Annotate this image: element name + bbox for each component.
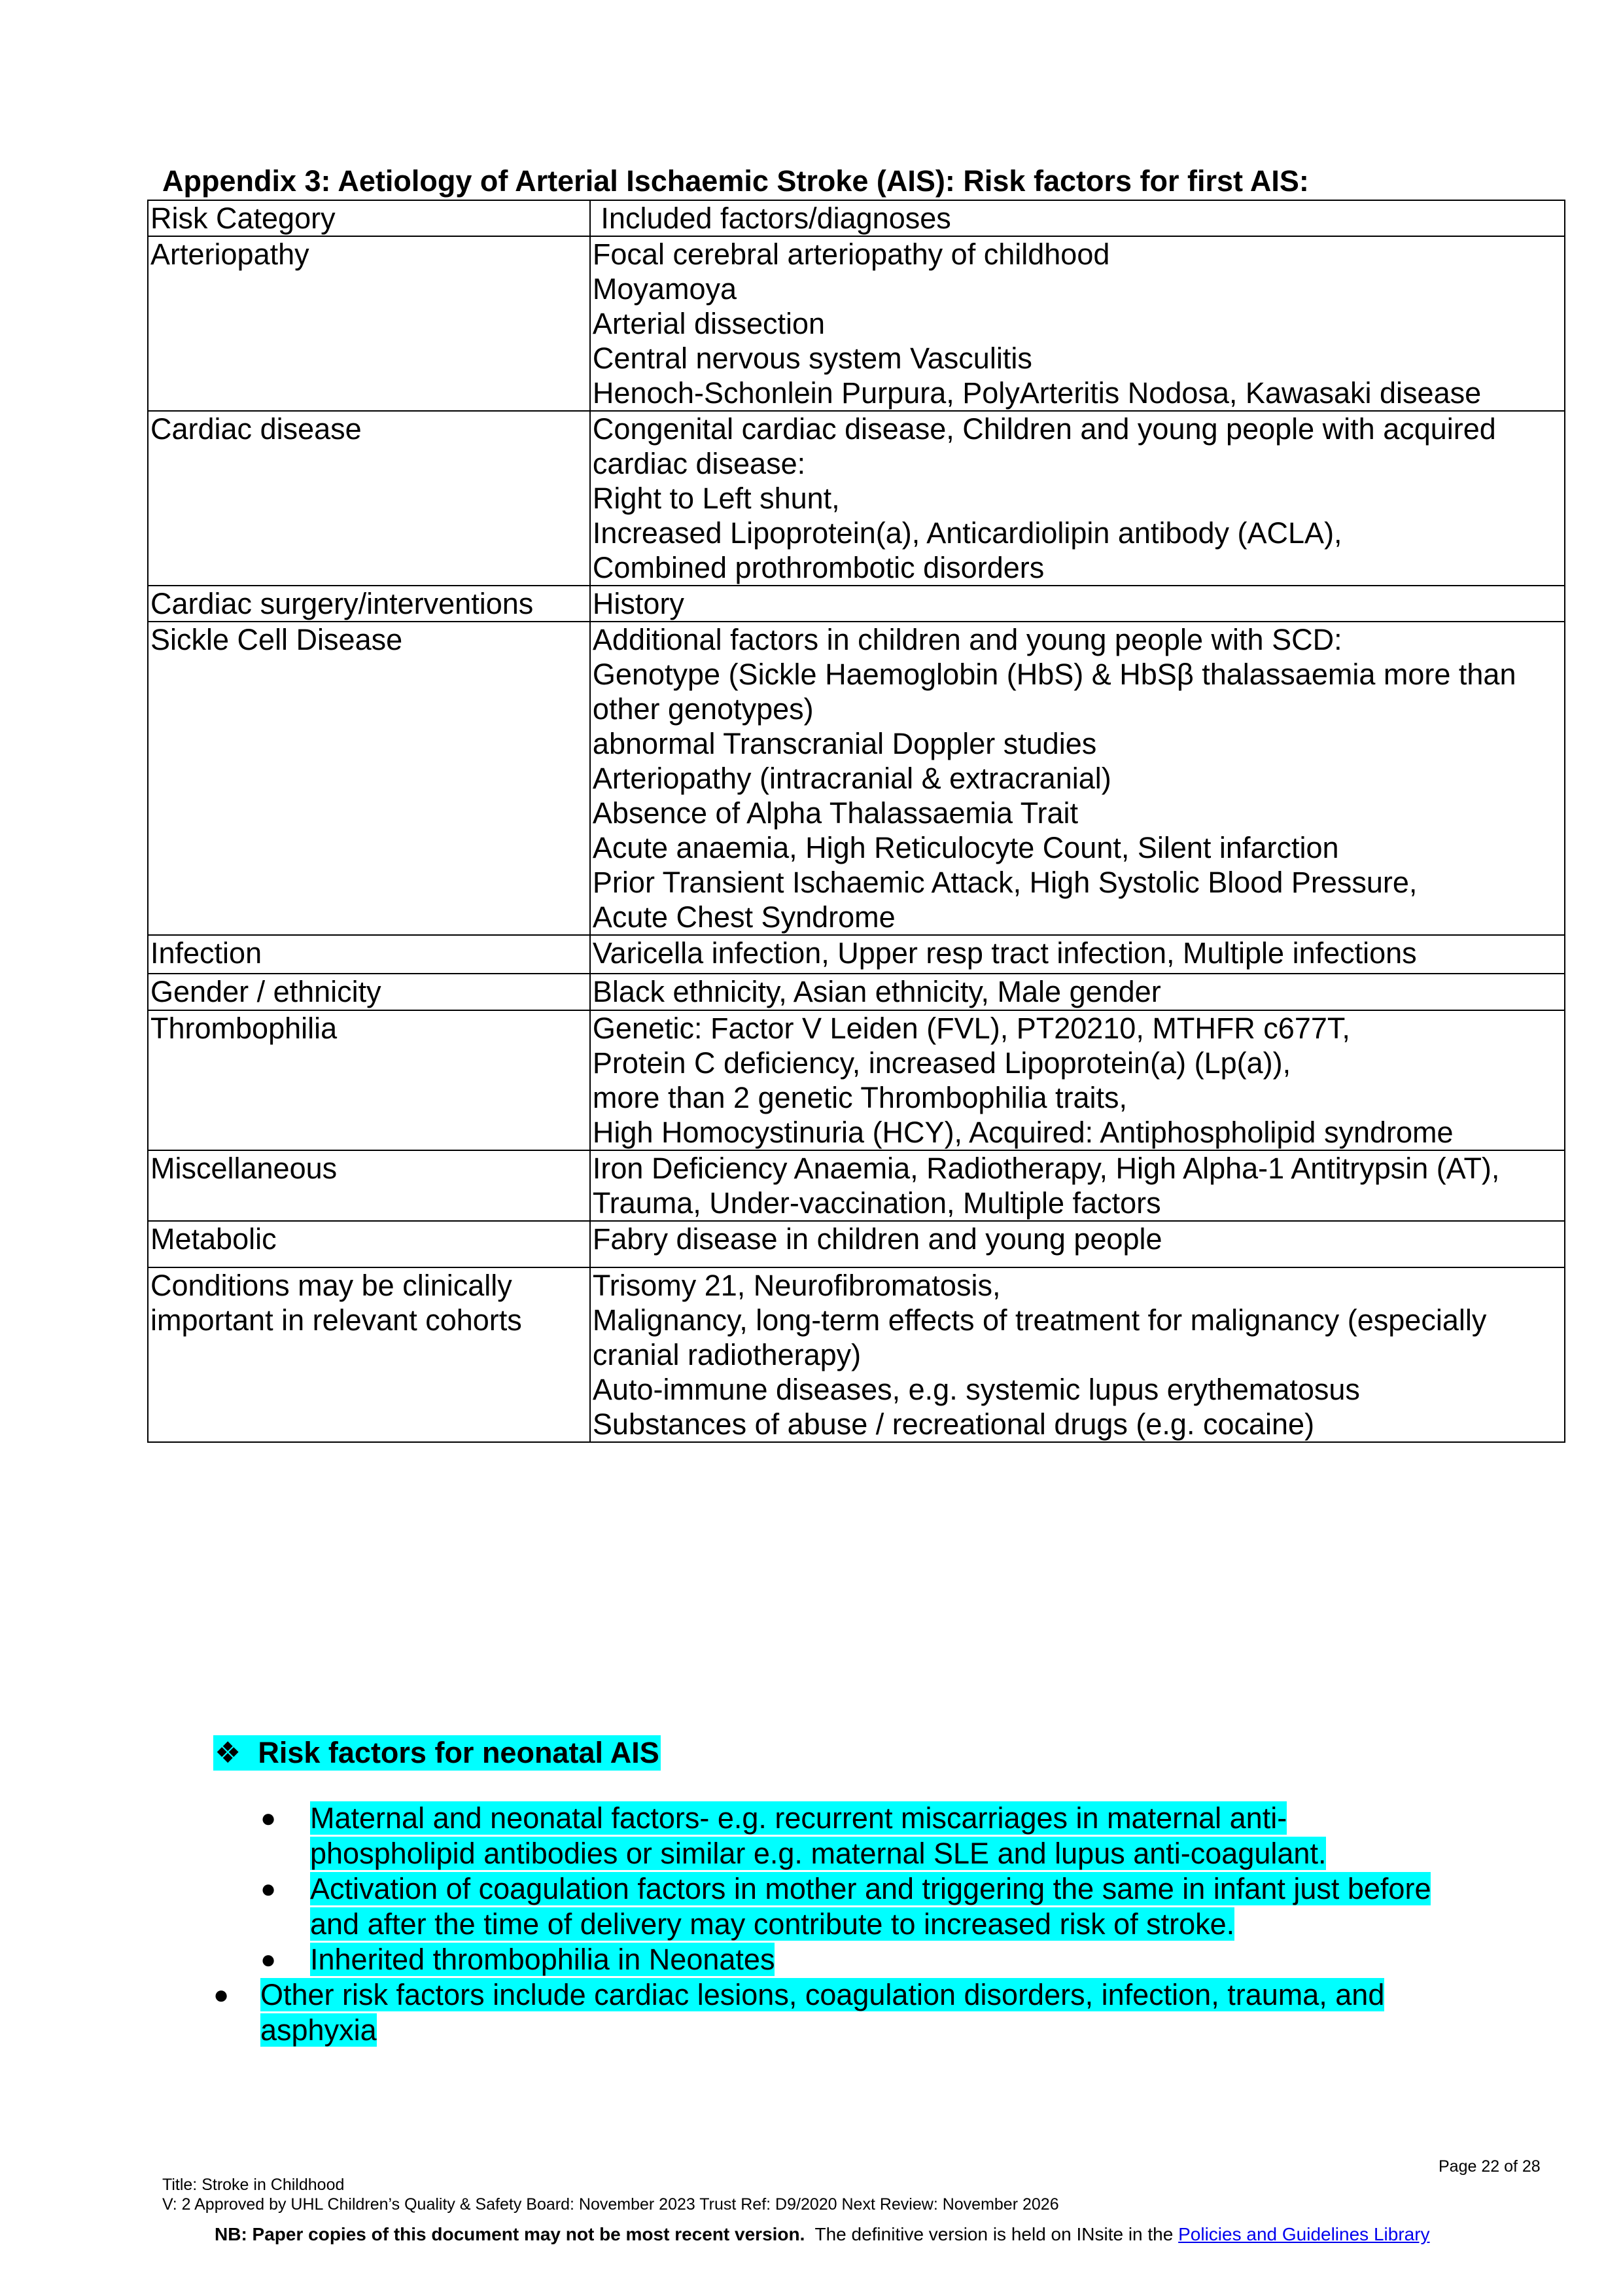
header-risk-category: Risk Category bbox=[148, 200, 590, 236]
footer-nb-bold: NB: Paper copies of this document may not be most recent version. bbox=[215, 2224, 805, 2244]
factor-line: Trauma, Under-vaccination, Multiple factors bbox=[592, 1186, 1161, 1220]
factor-line: Arteriopathy (intracranial & extracranial) bbox=[592, 762, 1111, 795]
risk-factors-table bbox=[147, 200, 1565, 1443]
factor-line: Varicella infection, Upper resp tract infection, Multiple infections bbox=[592, 936, 1417, 970]
factor-line: Substances of abuse / recreational drugs (e.g. cocaine) bbox=[592, 1407, 1315, 1441]
included-factors-cell bbox=[590, 236, 1565, 411]
bullet-icon: ● bbox=[213, 1981, 230, 2009]
factor-line: abnormal Transcranial Doppler studies bbox=[592, 727, 1097, 760]
included-factors-cell bbox=[590, 1221, 1565, 1267]
footer-version: V: 2 Approved by UHL Children’s Quality & Safety Board: November 2023 Trust Ref: D9/2020 Next Review: November 2026 bbox=[162, 2195, 1059, 2214]
risk-category-text: Infection bbox=[150, 936, 262, 970]
risk-category-text: Cardiac surgery/interventions bbox=[150, 587, 534, 620]
risk-category-text: Miscellaneous bbox=[150, 1152, 338, 1185]
diamond-bullet-icon: ❖ bbox=[215, 1736, 241, 1769]
risk-category-text: Arteriopathy bbox=[150, 238, 309, 271]
table-row bbox=[148, 974, 1565, 1010]
factor-line: Black ethnicity, Asian ethnicity, Male gender bbox=[592, 975, 1161, 1008]
factor-line: Focal cerebral arteriopathy of childhood bbox=[592, 238, 1110, 271]
risk-category-cell bbox=[148, 1267, 590, 1442]
factor-line: Fabry disease in children and young people bbox=[592, 1222, 1162, 1256]
factor-line: Acute anaemia, High Reticulocyte Count, Silent infarction bbox=[592, 831, 1339, 864]
factor-line: Additional factors in children and young people with SCD: bbox=[592, 623, 1342, 656]
risk-category-cell bbox=[148, 236, 590, 411]
list-item: Maternal and neonatal factors- e.g. recurrent miscarriages in maternal anti- phospholipid antibodies or similar e.g. maternal SLE and lupus anti-coagulant. bbox=[310, 1801, 1327, 1870]
table-row bbox=[148, 586, 1565, 622]
neonatal-heading-text: Risk factors for neonatal AIS bbox=[258, 1736, 659, 1769]
factor-line: Congenital cardiac disease, Children and young people with acquired bbox=[592, 412, 1496, 446]
factor-line: Central nervous system Vasculitis bbox=[592, 342, 1032, 375]
table-header-row bbox=[148, 200, 1565, 236]
factor-line: Iron Deficiency Anaemia, Radiotherapy, High Alpha-1 Antitrypsin (AT), bbox=[592, 1152, 1500, 1185]
factor-line: Acute Chest Syndrome bbox=[592, 900, 896, 934]
factor-line: Right to Left shunt, bbox=[592, 482, 840, 515]
factor-line: Henoch-Schonlein Purpura, PolyArteritis Nodosa, Kawasaki disease bbox=[592, 376, 1482, 410]
included-factors-cell bbox=[590, 411, 1565, 586]
table-row bbox=[148, 935, 1565, 974]
table-row bbox=[148, 411, 1565, 586]
included-factors-cell bbox=[590, 1010, 1565, 1150]
included-factors-cell bbox=[590, 935, 1565, 974]
included-factors-cell bbox=[590, 1150, 1565, 1221]
factor-line: History bbox=[592, 587, 684, 620]
table-row bbox=[148, 1150, 1565, 1221]
risk-category-cell bbox=[148, 935, 590, 974]
factor-line: more than 2 genetic Thrombophilia traits, bbox=[592, 1081, 1128, 1114]
table-row bbox=[148, 1267, 1565, 1442]
included-factors-cell bbox=[590, 586, 1565, 622]
factor-line: Combined prothrombotic disorders bbox=[592, 551, 1045, 584]
risk-category-text: Gender / ethnicity bbox=[150, 975, 381, 1008]
neonatal-heading bbox=[213, 1735, 661, 1771]
factor-line: cranial radiotherapy) bbox=[592, 1338, 862, 1371]
risk-category-cell bbox=[148, 1150, 590, 1221]
factor-line: High Homocystinuria (HCY), Acquired: Antiphospholipid syndrome bbox=[592, 1116, 1454, 1149]
factor-line: Genetic: Factor V Leiden (FVL), PT20210, MTHFR c677T, bbox=[592, 1012, 1350, 1045]
page-number: Page 22 of 28 bbox=[1439, 2157, 1541, 2176]
risk-category-cell bbox=[148, 974, 590, 1010]
risk-category-cell bbox=[148, 411, 590, 586]
risk-category-cell bbox=[148, 622, 590, 935]
footer-title: Title: Stroke in Childhood bbox=[162, 2176, 345, 2194]
risk-category-text: Metabolic bbox=[150, 1222, 277, 1256]
risk-category-cell bbox=[148, 1010, 590, 1150]
factor-line: Trisomy 21, Neurofibromatosis, bbox=[592, 1269, 1001, 1302]
footer-nb-text: The definitive version is held on INsite in the bbox=[805, 2224, 1179, 2244]
table-row bbox=[148, 1010, 1565, 1150]
risk-category-cell bbox=[148, 1221, 590, 1267]
factor-line: other genotypes) bbox=[592, 692, 814, 726]
risk-category-cell bbox=[148, 586, 590, 622]
factor-line: Protein C deficiency, increased Lipoprotein(a) (Lp(a)), bbox=[592, 1046, 1291, 1080]
factor-line: Prior Transient Ischaemic Attack, High Systolic Blood Pressure, bbox=[592, 866, 1418, 899]
bullet-icon: ● bbox=[260, 1875, 277, 1903]
header-included-factors: Included factors/diagnoses bbox=[590, 200, 1565, 236]
footer-nb bbox=[215, 2224, 1430, 2245]
factor-line: Arterial dissection bbox=[592, 307, 826, 340]
factor-line: Absence of Alpha Thalassaemia Trait bbox=[592, 796, 1079, 830]
table-row bbox=[148, 622, 1565, 935]
risk-category-text: Sickle Cell Disease bbox=[150, 623, 403, 656]
list-item: Inherited thrombophilia in Neonates bbox=[310, 1943, 775, 1976]
list-item: Other risk factors include cardiac lesions, coagulation disorders, infection, trauma, and asphyxia bbox=[260, 1978, 1385, 2047]
factor-line: Auto-immune diseases, e.g. systemic lupus erythematosus bbox=[592, 1373, 1360, 1406]
factor-line: cardiac disease: bbox=[592, 447, 806, 480]
factor-line: Moyamoya bbox=[592, 272, 737, 306]
page-heading: Appendix 3: Aetiology of Arterial Ischaemic Stroke (AIS): Risk factors for first AIS: bbox=[162, 164, 1309, 198]
bullet-icon: ● bbox=[260, 1945, 277, 1974]
included-factors-cell bbox=[590, 974, 1565, 1010]
policies-library-link[interactable]: Policies and Guidelines Library bbox=[1178, 2224, 1430, 2244]
factor-line: Increased Lipoprotein(a), Anticardiolipin antibody (ACLA), bbox=[592, 516, 1342, 550]
risk-category-text: Thrombophilia bbox=[150, 1012, 338, 1045]
risk-category-text: Cardiac disease bbox=[150, 412, 362, 446]
factor-line: Malignancy, long-term effects of treatment for malignancy (especially bbox=[592, 1303, 1487, 1337]
list-item: Activation of coagulation factors in mother and triggering the same in infant just before and after the time of delivery may contribute to increased risk of stroke. bbox=[310, 1872, 1431, 1941]
included-factors-cell bbox=[590, 622, 1565, 935]
factor-line: Genotype (Sickle Haemoglobin (HbS) & HbSβ thalassaemia more than bbox=[592, 658, 1516, 691]
table-row bbox=[148, 1221, 1565, 1267]
bullet-icon: ● bbox=[260, 1804, 277, 1833]
risk-category-text: important in relevant cohorts bbox=[150, 1303, 522, 1337]
table-row bbox=[148, 236, 1565, 411]
included-factors-cell bbox=[590, 1267, 1565, 1442]
risk-category-text: Conditions may be clinically bbox=[150, 1269, 512, 1302]
